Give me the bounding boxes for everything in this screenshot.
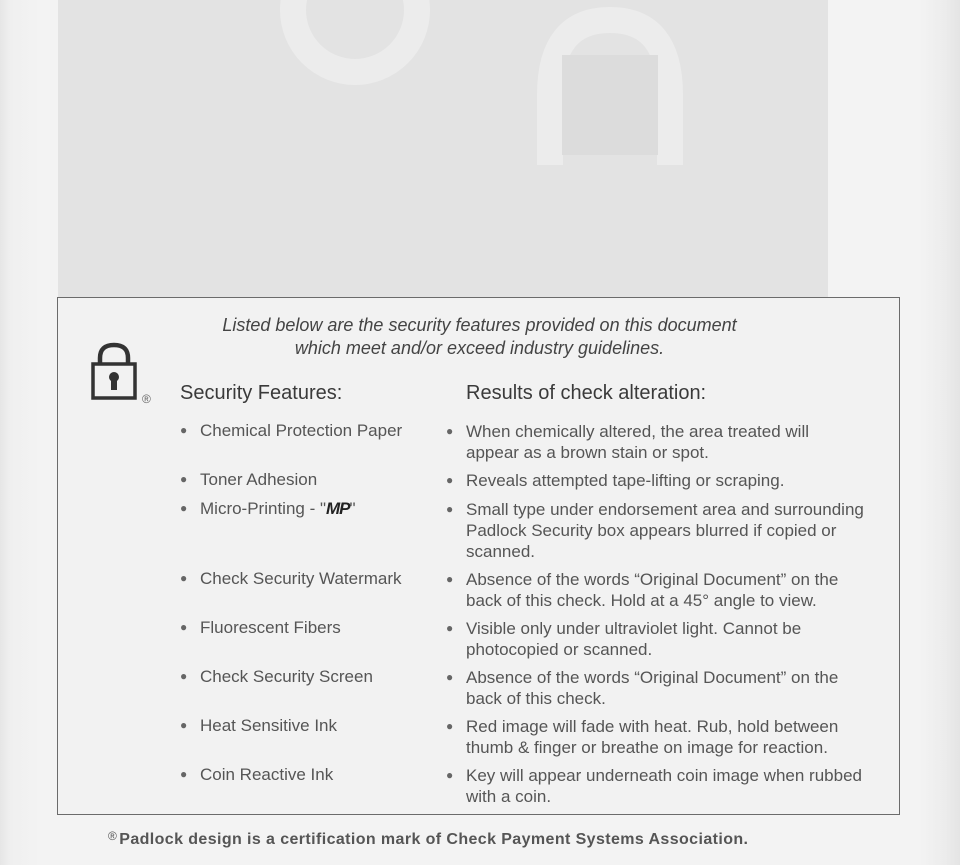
bullet: ● [446,502,454,516]
feature-item [180,469,317,490]
feature-label: Check Security Screen [200,667,373,686]
result-text: Small type under endorsement area and surrounding Padlock Security box appears blurred if copied or scanned. [466,500,864,561]
micro-printing-mp-mark: MP [326,499,350,518]
feature-item [180,568,402,589]
feature-item [180,498,356,519]
bullet: ● [180,501,188,515]
feature-item [180,666,373,687]
bullet: ● [180,767,188,781]
security-features-box [57,297,900,815]
result-text: Key will appear underneath coin image when rubbed with a coin. [466,766,862,806]
security-features-header: Security Features: [180,382,343,404]
footer-text: Padlock design is a certification mark of Check Payment Systems Association. [119,831,749,848]
intro-line-2: which meet and/or exceed industry guidelines. [294,338,665,358]
result-item [446,667,886,709]
result-text: Absence of the words “Original Document” on the back of this check. Hold at a 45° angle to view. [466,570,839,610]
feature-label: Check Security Watermark [200,569,402,588]
padlock-watermark-icon [270,0,700,290]
bullet: ● [446,572,454,586]
bullet: ● [180,620,188,634]
results-header: Results of check alteration: [466,382,707,404]
bullet: ● [180,423,188,437]
bullet: ● [180,571,188,585]
feature-item [180,617,341,638]
feature-label: Coin Reactive Ink [200,765,334,784]
feature-label: Chemical Protection Paper [200,421,403,440]
result-text: Red image will fade with heat. Rub, hold between thumb & finger or breathe on image for reaction. [466,717,839,757]
feature-label: Micro-Printing - " [200,499,326,518]
feature-item [180,764,333,785]
bullet: ● [446,473,454,487]
result-item [446,499,886,562]
bullet: ● [446,424,454,438]
result-text: Reveals attempted tape-lifting or scraping. [466,471,785,490]
bullet: ● [180,718,188,732]
feature-label: Toner Adhesion [200,470,318,489]
result-text: Absence of the words “Original Document” on the back of this check. [466,668,839,708]
bullet: ● [446,621,454,635]
feature-item [180,420,402,441]
bullet: ● [446,768,454,782]
bullet: ● [446,670,454,684]
result-text: When chemically altered, the area treated will appear as a brown stain or spot. [466,422,809,462]
result-text: Visible only under ultraviolet light. Cannot be photocopied or scanned. [466,619,802,659]
feature-item [180,715,337,736]
intro-line-1: Listed below are the security features provided on this document [222,315,737,335]
padlock-icon [90,342,138,400]
bullet: ● [180,669,188,683]
result-item [446,765,886,807]
feature-label: Fluorescent Fibers [200,618,341,637]
intro-text [58,314,901,360]
feature-label-suffix: " [349,499,356,518]
feature-label: Heat Sensitive Ink [200,716,338,735]
result-item [446,470,886,491]
padlock-registered-mark: ® [142,392,151,406]
certification-footer [108,829,748,849]
bullet: ● [446,719,454,733]
result-item [446,716,886,758]
result-item [446,618,886,660]
footer-registered-mark: ® [108,829,118,843]
result-item [446,569,886,611]
result-item [446,421,886,463]
bullet: ● [180,472,188,486]
